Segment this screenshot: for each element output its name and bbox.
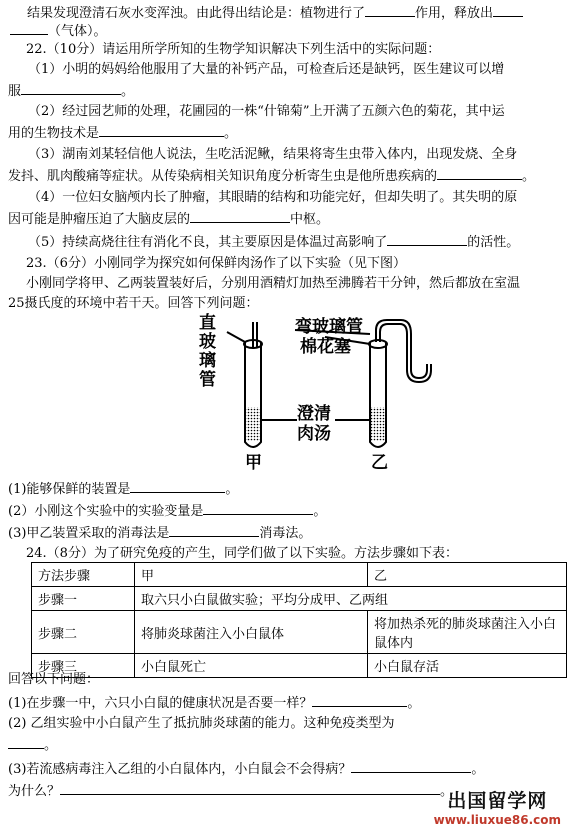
q22-part2-cont: 用的生物技术是 。 bbox=[8, 126, 238, 141]
cotton-stopper-yi bbox=[369, 340, 387, 348]
q23-heading: 23.（6分）小刚同学为探究如何保鲜肉汤作了以下实验（见下图） bbox=[26, 256, 406, 271]
q24-answer-1: (1)在步骤一中，六只小白鼠的健康状况是否要一样？ 。 bbox=[8, 696, 421, 711]
q21-tail-line-2: （气体）。 bbox=[10, 22, 107, 40]
answer-blank[interactable] bbox=[169, 524, 259, 537]
answer-blank[interactable] bbox=[130, 480, 225, 493]
logo-url: www.liuxue86.com bbox=[433, 813, 561, 827]
q22-part3: （3）湖南刘某轻信他人说法，生吃活泥鳅，结果将寄生虫带入体内，出现发烧、全身 bbox=[28, 147, 518, 162]
answer-blank[interactable] bbox=[99, 124, 224, 137]
logo-name: 出国留学网 bbox=[447, 790, 548, 812]
table-row: 步骤三 小白鼠死亡 小白鼠存活 bbox=[32, 654, 567, 678]
q22-part4: （4）一位妇女脑颅内长了肿瘤，其眼睛的结构和功能完好，但却失明了。其失明的原 bbox=[28, 190, 518, 205]
answer-blank[interactable] bbox=[60, 782, 440, 795]
answer-blank[interactable] bbox=[493, 4, 523, 17]
straight-tube-label: 直玻璃管 bbox=[199, 313, 216, 390]
experiment-steps-table bbox=[31, 562, 567, 678]
cotton-stopper-label: 棉花塞 bbox=[300, 337, 351, 357]
table-row: 步骤一 取六只小白鼠做实验；平均分成甲、乙两组 bbox=[32, 587, 567, 611]
q22-part2: （2）经过园艺师的处理，花圃园的一株“什锦菊”上开满了五颜六色的菊花，其中运 bbox=[28, 104, 505, 119]
flask-experiment-figure bbox=[199, 312, 435, 473]
q24-answer-2-cont: 。 bbox=[8, 736, 57, 754]
answer-blank[interactable] bbox=[437, 167, 522, 180]
answer-blank[interactable] bbox=[387, 233, 467, 246]
q23-desc-1: 小刚同学将甲、乙两装置装好后，分别用酒精灯加热至沸腾若干分钟，然后都放在室温 bbox=[26, 276, 521, 291]
answer-blank[interactable] bbox=[21, 82, 121, 95]
curved-glass-tube bbox=[376, 320, 427, 378]
q23-desc-2: 25摄氏度的环境中若干天。回答下列问题： bbox=[8, 296, 259, 311]
answer-blank[interactable] bbox=[203, 502, 313, 515]
answer-blank[interactable] bbox=[10, 22, 48, 35]
answer-blank[interactable] bbox=[365, 4, 415, 17]
q23-answer-1: (1)能够保鲜的装置是 。 bbox=[8, 482, 239, 497]
q22-part4-cont: 因可能是肿瘤压迫了大脑皮层的 中枢。 bbox=[8, 212, 330, 227]
tube-jia-label: 甲 bbox=[245, 453, 262, 473]
q22-part1-cont: 服 。 bbox=[8, 84, 135, 99]
q23-answer-3: (3)甲乙装置采取的消毒法是 消毒法。 bbox=[8, 526, 312, 541]
tube-yi-label: 乙 bbox=[371, 453, 388, 473]
q24-prompt: 回答以下问题： bbox=[8, 672, 100, 687]
broth-label: 澄清肉汤 bbox=[297, 404, 331, 444]
q22-part1: （1）小明的妈妈给他服用了大量的补钙产品，可检查后还是缺钙，医生建议可以增 bbox=[28, 62, 505, 77]
q24-answer-3: (3)若流感病毒注入乙组的小白鼠体内，小白鼠会不会得病？ 。 bbox=[8, 762, 485, 777]
answer-blank[interactable] bbox=[351, 760, 471, 773]
q24-answer-3-why: 为什么？ 。 bbox=[8, 784, 454, 799]
q22-part5: （5）持续高烧往往有消化不良，其主要原因是体温过高影响了 的活性。 bbox=[28, 235, 520, 250]
q22-part3-cont: 发抖、肌肉酸痛等症状。从传染病相关知识角度分析寄生虫是他所患疾病的 。 bbox=[8, 169, 536, 184]
site-logo bbox=[434, 786, 561, 827]
q23-answer-2: (2）小刚这个实验中的实验变量是 。 bbox=[8, 504, 327, 519]
curved-tube-label: 弯玻璃管 bbox=[295, 317, 363, 337]
q24-heading: 24.（8分）为了研究免疫的产生，同学们做了以下实验。方法步骤如下表： bbox=[26, 546, 458, 561]
answer-blank[interactable] bbox=[190, 210, 290, 223]
answer-blank[interactable] bbox=[312, 694, 407, 707]
q24-answer-2: (2) 乙组实验中小白鼠产生了抵抗肺炎球菌的能力。这种免疫类型为 bbox=[8, 716, 395, 731]
q22-heading: 22.（10分）请运用所学所知的生物学知识解决下列生活中的实际问题： bbox=[26, 42, 441, 57]
table-row: 方法步骤 甲 乙 bbox=[32, 563, 567, 587]
table-row: 步骤二 将肺炎球菌注入小白鼠体 将加热杀死的肺炎球菌注入小白鼠体内 bbox=[32, 611, 567, 654]
q21-tail-line: 结果发现澄清石灰水变浑浊。由此得出结论是：植物进行了 作用，释放出 bbox=[27, 4, 523, 22]
answer-blank[interactable] bbox=[8, 736, 44, 749]
